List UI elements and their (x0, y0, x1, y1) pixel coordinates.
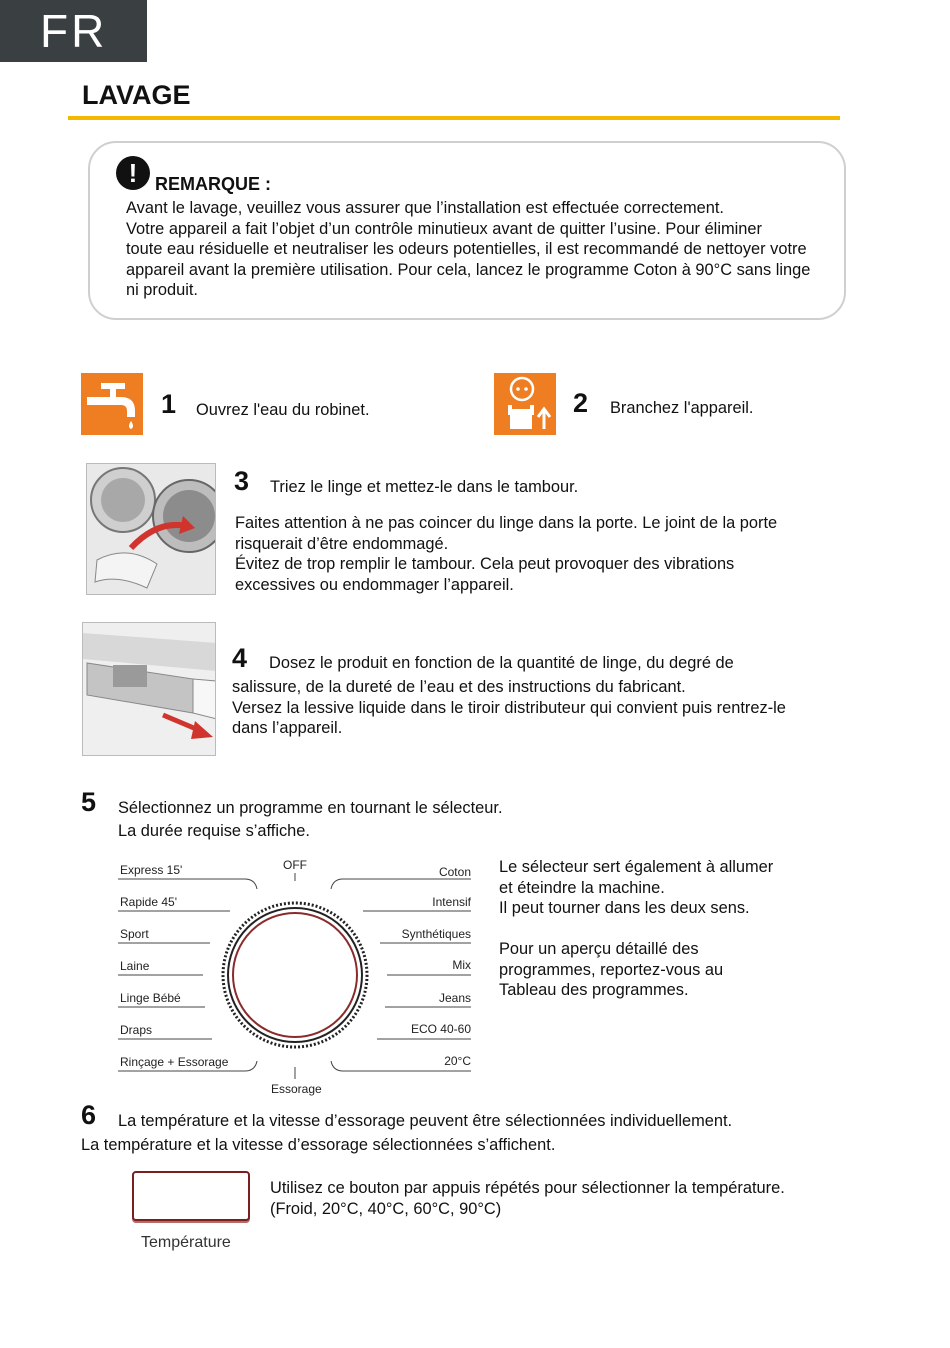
note-line: Votre appareil a fait l’objet d’un contrôle minutieux avant de quitter l’usine. Pour éliminer (126, 219, 762, 238)
step-3-details (235, 513, 835, 595)
dial-note-line: et éteindre la machine. (499, 878, 665, 897)
detail-line: dans l’appareil. (232, 719, 343, 738)
note-line: ni produit. (126, 281, 198, 300)
water-tap-icon (81, 373, 143, 435)
dial-program-right: Intensif (432, 895, 471, 909)
dial-note-line: Le sélecteur sert également à allumer (499, 858, 774, 876)
dial-note-line: Pour un aperçu détaillé des (499, 940, 699, 958)
dial-program-right: Synthétiques (401, 927, 471, 941)
temperature-description (270, 1178, 830, 1219)
step-6-text2: La température et la vitesse d’essorage sélectionnées s’affichent. (81, 1136, 556, 1154)
detergent-drawer-image (82, 622, 216, 756)
note-line: Avant le lavage, veuillez vous assurer que l’installation est effectuée correctement. (126, 199, 724, 217)
step-5-text2: La durée requise s’affiche. (118, 822, 310, 840)
language-tab: FR (0, 0, 147, 62)
title-rule (68, 116, 840, 120)
dial-program-left: Rapide 45' (120, 895, 177, 909)
note-body (126, 198, 841, 301)
step-5-number: 5 (81, 787, 97, 817)
dial-program-left: Rinçage + Essorage (120, 1055, 229, 1069)
dial-note-2 (499, 939, 819, 1001)
dial-program-left: Draps (120, 1023, 153, 1037)
step-3-number: 3 (234, 466, 250, 496)
step-3-text: Triez le linge et mettez-le dans le tambour. (270, 478, 579, 496)
dial-bottom-label: Essorage (271, 1082, 322, 1096)
detail-line: risquerait d’être endommagé. (235, 534, 449, 553)
dial-top-label: OFF (283, 858, 307, 872)
note-line: toute eau résiduelle et neutraliser les odeurs potentielles, il est recommandé de nettoyer votre (126, 240, 807, 259)
detail-line: salissure, de la dureté de l’eau et des instructions du fabricant. (232, 678, 686, 696)
dial-program-right: Mix (452, 958, 471, 972)
step-6-text1: La température et la vitesse d’essorage peuvent être sélectionnées individuellement. (118, 1112, 733, 1130)
step-2-text: Branchez l'appareil. (610, 399, 754, 417)
dial-program-left: Sport (120, 927, 149, 941)
step-1-text: Ouvrez l'eau du robinet. (196, 401, 370, 419)
dial-program-right: Coton (438, 865, 471, 879)
dial-program-right: 20°C (444, 1054, 471, 1068)
step-6-number: 6 (81, 1100, 97, 1130)
dial-note-line: programmes, reportez-vous au (499, 960, 724, 979)
plug-icon (494, 373, 556, 435)
note-heading: REMARQUE : (155, 174, 271, 194)
dial-note-1 (499, 857, 819, 919)
section-title: LAVAGE (82, 80, 191, 110)
dial-note-line: Tableau des programmes. (499, 981, 689, 1000)
temperature-line: Utilisez ce bouton par appuis répétés pour sélectionner la température. (270, 1179, 785, 1197)
step-4-number: 4 (232, 643, 248, 673)
program-selector-diagram (115, 855, 475, 1100)
dial-note-line: Il peut tourner dans les deux sens. (499, 899, 750, 918)
dial-program-left: Express 15' (120, 863, 183, 877)
exclamation-icon: ! (116, 156, 150, 190)
step-4-details (232, 677, 832, 739)
step-5-text1: Sélectionnez un programme en tournant le sélecteur. (118, 799, 503, 817)
drum-loading-image (86, 463, 216, 595)
detail-line: excessives ou endommager l’appareil. (235, 575, 514, 594)
step-2-number: 2 (573, 388, 589, 418)
dial-program-left: Laine (120, 959, 150, 973)
dial-program-right: Jeans (438, 991, 471, 1005)
detail-line: Évitez de trop remplir le tambour. Cela peut provoquer des vibrations (235, 555, 735, 574)
temperature-label: Température (141, 1234, 231, 1251)
detail-line: Versez la lessive liquide dans le tiroir distributeur qui convient puis rentrez-le (232, 698, 786, 717)
dial-program-left: Linge Bébé (120, 991, 181, 1005)
step-4-line1: Dosez le produit en fonction de la quantité de linge, du degré de (269, 654, 734, 672)
detail-line: Faites attention à ne pas coincer du linge dans la porte. Le joint de la porte (235, 514, 778, 532)
note-line: appareil avant la première utilisation. Pour cela, lancez le programme Coton à 90°C sans linge (126, 260, 811, 279)
temperature-line: (Froid, 20°C, 40°C, 60°C, 90°C) (270, 1199, 502, 1218)
step-1-number: 1 (161, 389, 177, 419)
temperature-button[interactable] (132, 1171, 250, 1221)
dial-program-right: ECO 40-60 (410, 1022, 471, 1036)
